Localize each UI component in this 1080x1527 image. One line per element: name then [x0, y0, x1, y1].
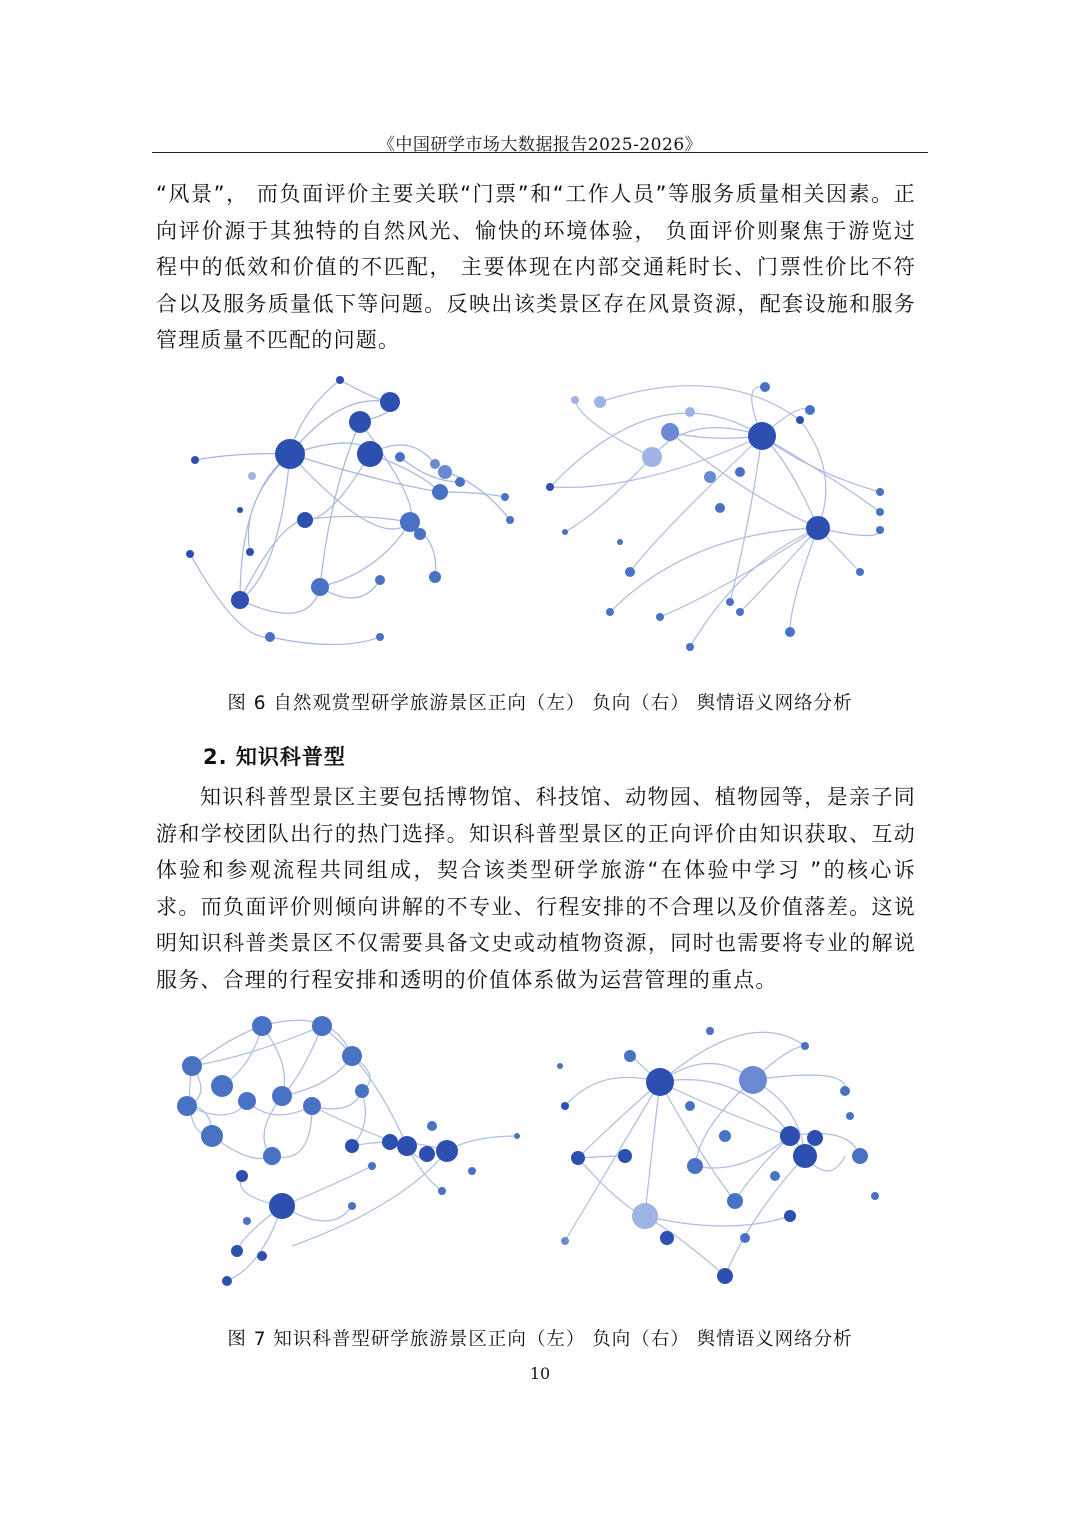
figure-6-right-network: [540, 372, 900, 662]
figure-7-left-network: [172, 1006, 532, 1296]
body-paragraph-1: “风景”， 而负面评价主要关联“门票”和“工作人员”等服务质量相关因素。正向评价源于其独特的自然风光、愉快的环境体验， 负面评价则聚焦于游览过程中的低效和价值的不匹配， 主要体现在内部交通耗时长、门票性价比不符合以及服务质量低下等问题。反映出该类景区存在风景资源，配套设施和服务管理质量不匹配的问题。: [156, 182, 916, 352]
header-title: 《中国研学市场大数据报告2025-2026》: [377, 135, 703, 155]
header-divider: [152, 152, 928, 153]
page-number: 10: [529, 1364, 551, 1383]
figure-6-caption: 图 6 自然观赏型研学旅游景区正向（左） 负向（右） 舆情语义网络分析: [227, 693, 853, 714]
section-heading: 2. 知识科普型: [203, 745, 346, 769]
body-paragraph-2: 知识科普型景区主要包括博物馆、科技馆、动物园、植物园等，是亲子同游和学校团队出行的热门选择。知识科普型景区的正向评价由知识获取、互动体验和参观流程共同组成，契合该类型研学旅游“在体验中学习 ”的核心诉求。而负面评价则倾向讲解的不专业、行程安排的不合理以及价值落差。这说明知识科普类景区不仅需要具备文史或动植物资源，同时也需要将专业的解说服务、合理的行程安排和透明的价值体系做为运营管理的重点。: [156, 785, 916, 992]
figure-6-left-network: [180, 372, 520, 662]
figure-7-caption: 图 7 知识科普型研学旅游景区正向（左） 负向（右） 舆情语义网络分析: [227, 1329, 853, 1350]
figure-7-right-network: [550, 1006, 900, 1296]
